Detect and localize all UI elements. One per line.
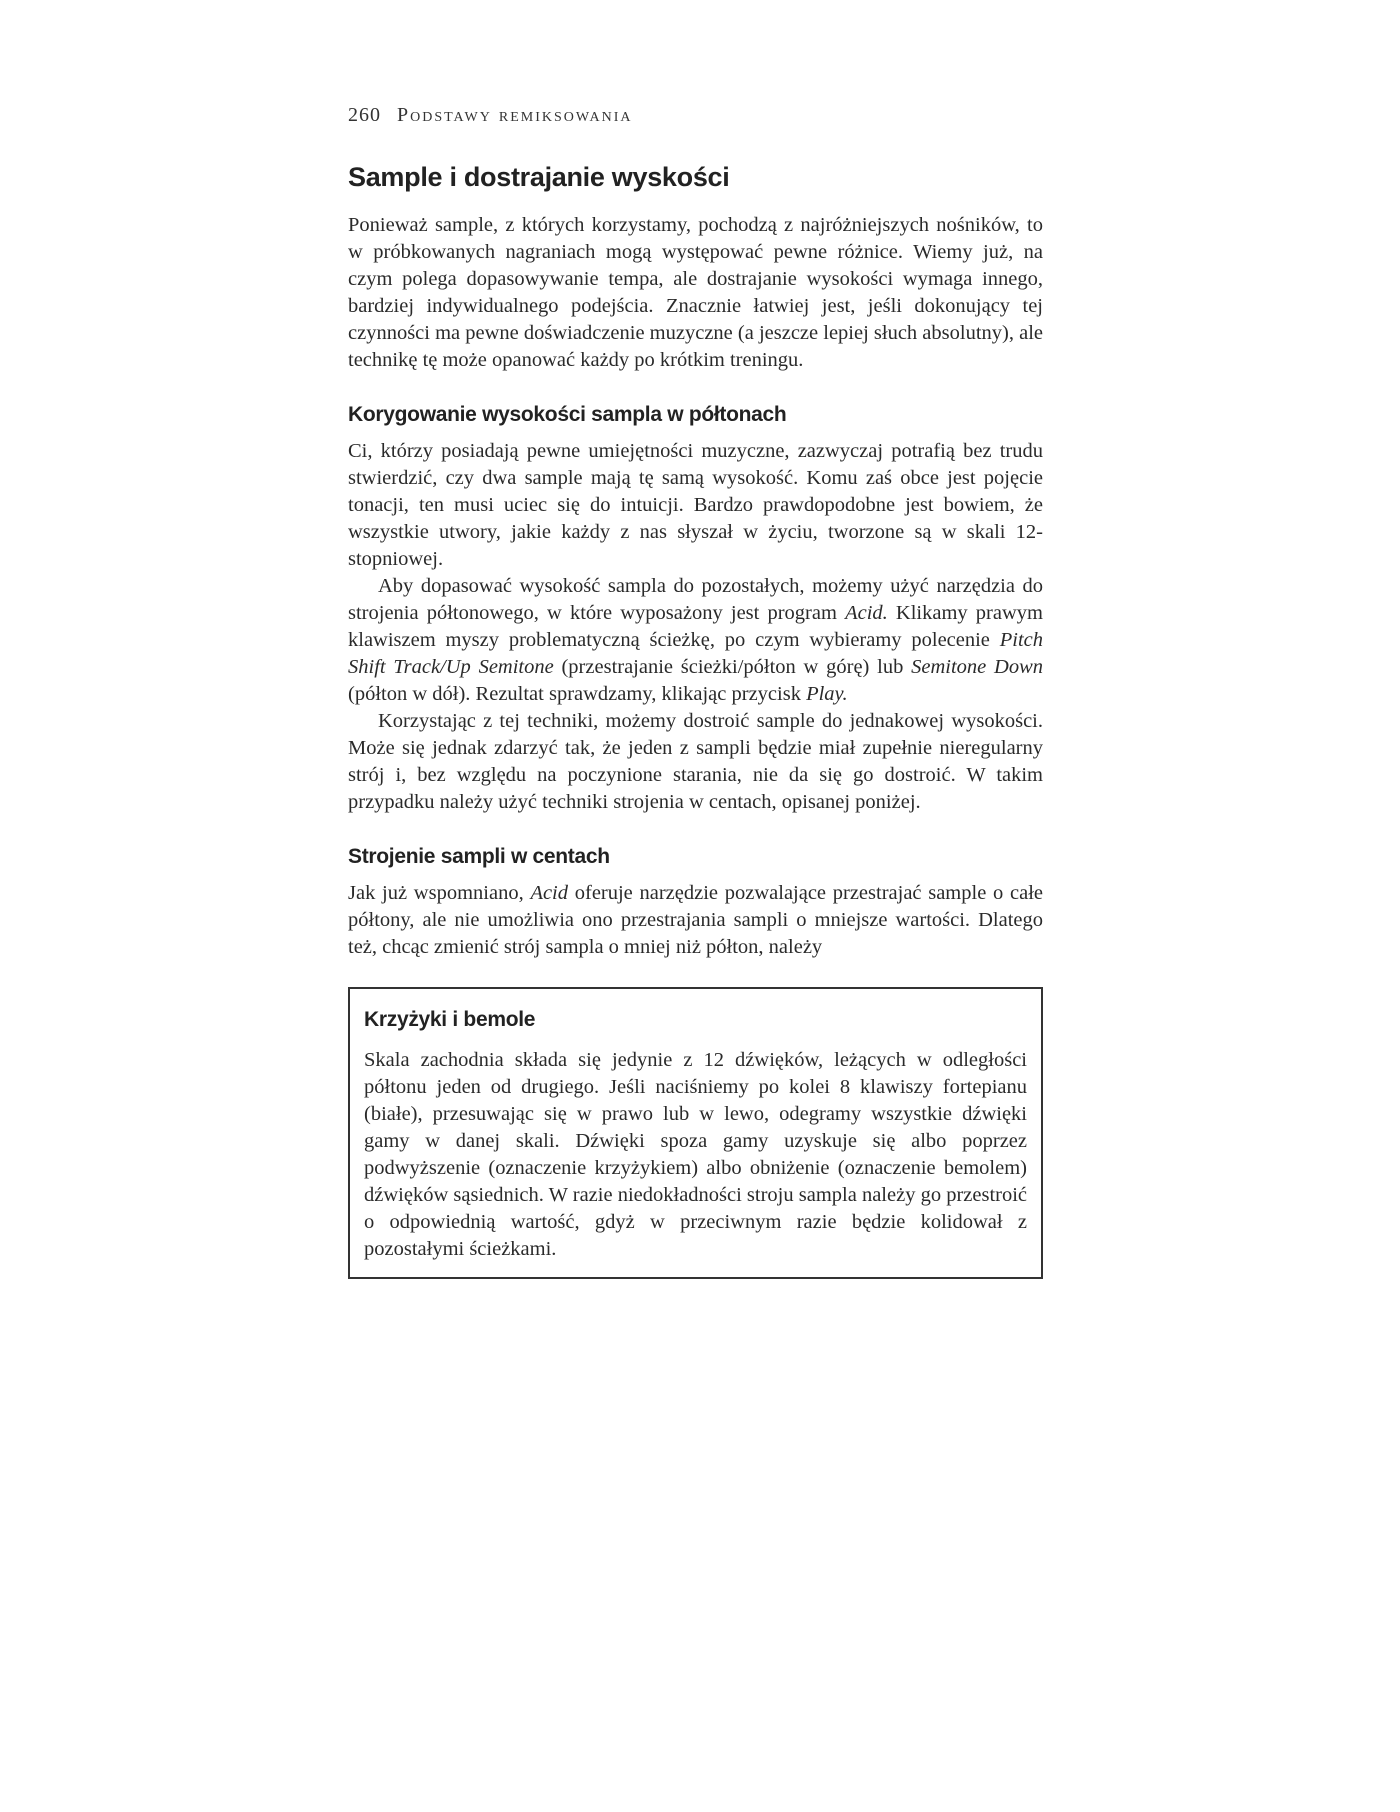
semitones-paragraph-2 bbox=[348, 573, 1043, 708]
button-name: Play. bbox=[806, 683, 848, 705]
intro-paragraph: Ponieważ sample, z których korzystamy, pochodzą z najróżniejszych nośników, to w próbkowanych nagraniach mogą występować pewne różnice. Wiemy już, na czym polega dopasowywanie tempa, ale dostrajanie wysokości wymaga innego, bardziej indywidualnego podejścia. Znacznie łatwiej jest, jeśli dokonujący tej czynności ma pewne doświadczenie muzyczne (a jeszcze lepiej słuch absolutny), ale technikę tę może opanować każdy po krótkim treningu. bbox=[348, 214, 1043, 371]
text-run: (półton w dół). Rezultat sprawdzamy, klikając przycisk bbox=[348, 683, 807, 705]
command-name: Semitone Down bbox=[911, 656, 1043, 678]
semitones-paragraph-1: Ci, którzy posiadają pewne umiejętności muzyczne, zazwyczaj potrafią bez trudu stwierdzić, czy dwa sample mają tę samą wysokość. Komu zaś obce jest pojęcie tonacji, ten musi uciec się do intuicji. Bardzo prawdopodobne jest bowiem, że wszystkie utwory, jakie każdy z nas słyszał w życiu, tworzone są w skali 12-stopniowej. bbox=[348, 440, 1043, 570]
text-run: (przestrajanie ścieżki/półton w górę) lub bbox=[553, 656, 912, 678]
subsection-title-cents: Strojenie sampli w centach bbox=[348, 845, 610, 868]
cents-paragraph-1 bbox=[348, 880, 1043, 961]
program-name: Acid bbox=[530, 882, 569, 904]
subsection-title-semitones: Korygowanie wysokości sampla w półtonach bbox=[348, 403, 787, 426]
sidebar-title: Krzyżyki i bemole bbox=[364, 1008, 536, 1031]
semitones-paragraph-3: Korzystając z tej techniki, możemy dostroić sample do jednakowej wysokości. Może się jednak zdarzyć tak, że jeden z sampli będzie miał zupełnie nieregularny strój i, bez względu na poczynione starania, nie da się go dostroić. W takim przypadku należy użyć techniki strojenia w centach, opisanej poniżej. bbox=[348, 710, 1043, 813]
text-run: Aby dopasować wysokość sampla do pozostałych, możemy użyć narzędzia do strojenia półtonowego, w które wyposażony jest program bbox=[348, 575, 1043, 624]
text-run: Jak już wspomniano, bbox=[348, 882, 531, 904]
text-run: Klikamy prawym klawiszem myszy problematyczną ścieżkę, po czym wybieramy polecenie bbox=[348, 602, 1043, 651]
command-name: Pitch Shift Track/Up Semitone bbox=[348, 629, 1043, 678]
book-page bbox=[348, 100, 1043, 1279]
text-run: oferuje narzędzie pozwalające przestrajać sample o całe półtony, ale nie umożliwia ono przestrajania sampli o mniejsze wartości. Dlatego też, chcąc zmienić strój sampla o mniej niż półton, należy bbox=[348, 882, 1043, 958]
section-title: Sample i dostrajanie wyskości bbox=[348, 162, 730, 192]
sidebar-text: Skala zachodnia składa się jedynie z 12 dźwięków, leżących w odległości półtonu jeden od drugiego. Jeśli naciśniemy po kolei 8 klawiszy fortepianu (białe), przesuwając się w prawo lub w lewo, odegramy wszystkie dźwięki gamy w danej skali. Dźwięki spoza gamy uzyskuje się albo poprzez podwyższenie (oznaczenie krzyżykiem) albo obniżenie (oznaczenie bemolem) dźwięków sąsiednich. W razie niedokładności stroju sampla należy go przestroić o odpowiednią wartość, gdyż w przeciwnym razie będzie kolidował z pozostałymi ścieżkami. bbox=[364, 1049, 1028, 1260]
page-number: 260 bbox=[348, 104, 381, 126]
sidebar-box bbox=[348, 987, 1043, 1279]
running-head bbox=[348, 100, 1043, 130]
program-name: Acid. bbox=[845, 602, 888, 624]
running-title: Podstawy remiksowania bbox=[397, 104, 633, 126]
